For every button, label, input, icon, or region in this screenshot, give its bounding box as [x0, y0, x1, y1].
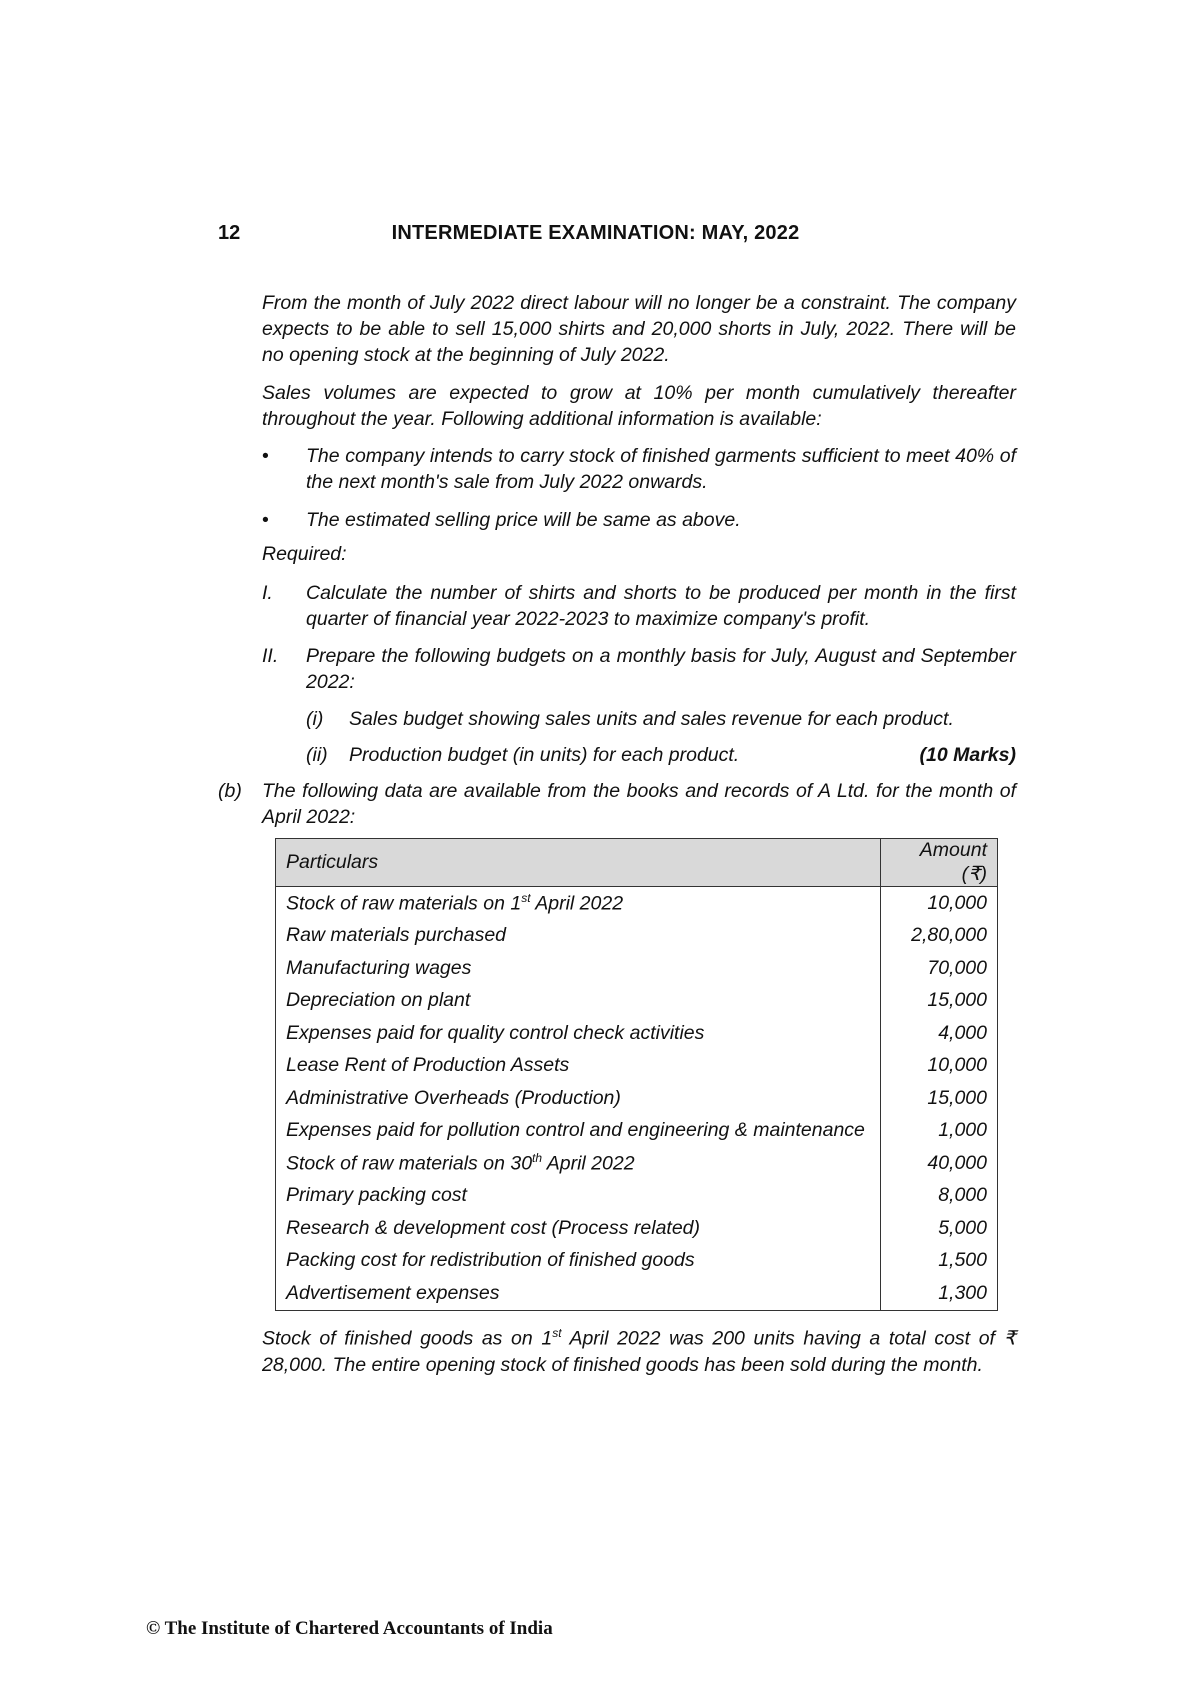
cell-particular: Primary packing cost: [276, 1180, 881, 1213]
cost-data-table: [275, 838, 998, 1311]
part-b-question: [218, 778, 1016, 830]
part-b-intro: The following data are available from the books and records of A Ltd. for the month of April 2022:: [262, 780, 1016, 828]
cell-particular: Research & development cost (Process related): [276, 1212, 881, 1245]
cell-amount: 2,80,000: [881, 920, 998, 953]
bullet-icon: •: [262, 445, 269, 467]
sub-requirement-text: Production budget (in units) for each product.: [349, 744, 740, 766]
cell-amount: 1,300: [881, 1277, 998, 1310]
cell-amount: 10,000: [881, 1050, 998, 1083]
bullet-text: The estimated selling price will be same as above.: [306, 509, 741, 531]
cell-particular: Lease Rent of Production Assets: [276, 1050, 881, 1083]
table-row: [276, 1050, 998, 1083]
table-row: [276, 1147, 998, 1180]
cell-particular: Depreciation on plant: [276, 985, 881, 1018]
cell-particular: Advertisement expenses: [276, 1277, 881, 1310]
required-label: Required:: [262, 543, 347, 565]
table-row: [276, 1180, 998, 1213]
sub-requirement-text: Sales budget showing sales units and sales revenue for each product.: [349, 708, 954, 730]
cell-particular: Expenses paid for quality control check activities: [276, 1017, 881, 1050]
cell-amount: 8,000: [881, 1180, 998, 1213]
cell-particular: Stock of raw materials on 1st April 2022: [276, 887, 881, 920]
cell-amount: 5,000: [881, 1212, 998, 1245]
requirement-item: [262, 580, 1016, 632]
running-head: INTERMEDIATE EXAMINATION: MAY, 2022: [391, 222, 800, 244]
cell-particular: Raw materials purchased: [276, 920, 881, 953]
cell-amount: 40,000: [881, 1147, 998, 1180]
table-row: [276, 1017, 998, 1050]
table-row: [276, 920, 998, 953]
requirement-text: Prepare the following budgets on a monthly basis for July, August and September 2022:: [306, 645, 1016, 693]
part-b-label: (b): [218, 780, 242, 802]
sub-requirement-number: (i): [306, 708, 324, 730]
cell-particular: Expenses paid for pollution control and engineering & maintenance: [276, 1115, 881, 1148]
bullet-item: [262, 443, 1016, 495]
sub-requirement-item: [306, 706, 1016, 732]
paragraph-july-constraint: From the month of July 2022 direct labour will no longer be a constraint. The company expects to be able to sell 15,000 shirts and 20,000 shorts in July, 2022. There will be no opening stock at the beginning of July 2022.: [262, 292, 1016, 366]
footer-copyright: © The Institute of Chartered Accountants of India: [146, 1618, 553, 1639]
cell-amount: 15,000: [881, 985, 998, 1018]
requirement-number: II.: [262, 645, 279, 667]
bullet-item: [262, 507, 1016, 533]
paragraph-finished-goods-stock: Stock of finished goods as on 1st April 2022 was 200 units having a total cost of ₹ 28,000. The entire opening stock of finished goods has been sold during the month.: [262, 1326, 1016, 1376]
header-amount: Amount (₹): [881, 839, 998, 887]
table-row: [276, 887, 998, 920]
table-row: [276, 952, 998, 985]
table-row: [276, 1245, 998, 1278]
requirement-number: I.: [262, 582, 273, 604]
cell-particular: Manufacturing wages: [276, 952, 881, 985]
cell-amount: 10,000: [881, 887, 998, 920]
table-body: [276, 887, 998, 1311]
page-number: 12: [218, 222, 241, 244]
cell-particular: Administrative Overheads (Production): [276, 1082, 881, 1115]
table-row: [276, 985, 998, 1018]
requirement-item: [262, 643, 1016, 695]
paragraph-sales-growth: Sales volumes are expected to grow at 10% per month cumulatively thereafter throughout the year. Following additional information is available:: [262, 382, 1016, 430]
bullet-text: The company intends to carry stock of finished garments sufficient to meet 40% of the next month's sale from July 2022 onwards.: [306, 445, 1016, 493]
cell-amount: 1,000: [881, 1115, 998, 1148]
cell-particular: Stock of raw materials on 30th April 2022: [276, 1147, 881, 1180]
sub-requirement-item: [306, 742, 1016, 768]
cell-amount: 1,500: [881, 1245, 998, 1278]
cell-amount: 15,000: [881, 1082, 998, 1115]
cell-particular: Packing cost for redistribution of finished goods: [276, 1245, 881, 1278]
cell-amount: 4,000: [881, 1017, 998, 1050]
table-row: [276, 1115, 998, 1148]
cell-amount: 70,000: [881, 952, 998, 985]
sub-requirement-number: (ii): [306, 744, 328, 766]
table-header-row: [276, 839, 998, 887]
header-particulars: Particulars: [276, 839, 881, 887]
marks-allocation: (10 Marks): [919, 744, 1016, 766]
requirement-text: Calculate the number of shirts and shorts to be produced per month in the first quarter of financial year 2022-2023 to maximize company's profit.: [306, 582, 1016, 630]
table-row: [276, 1212, 998, 1245]
table-row: [276, 1082, 998, 1115]
bullet-icon: •: [262, 509, 269, 531]
table-row: [276, 1277, 998, 1310]
